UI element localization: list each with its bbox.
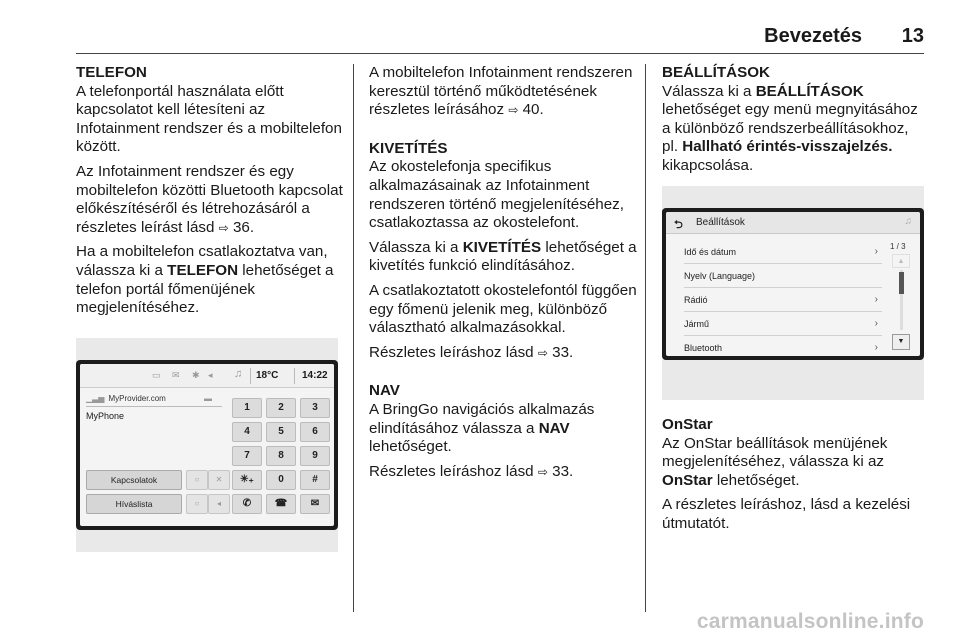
telefon-paragraph-2 [76, 163, 346, 237]
settings-item-time-date[interactable] [684, 240, 882, 264]
voicemail-icon[interactable]: ✉ [300, 494, 330, 514]
telefon-paragraph-3 [76, 243, 346, 317]
music-note-icon: ♫ [904, 216, 912, 227]
settings-title: Beállítások [696, 217, 745, 228]
settings-item-label: Rádió [684, 295, 708, 305]
keypad-key-6[interactable]: 6 [300, 422, 330, 442]
nav-paragraph-2 [369, 463, 639, 482]
status-separator [294, 368, 295, 384]
chapter-title: Bevezetés [764, 25, 862, 47]
page-indicator: 1 / 3 [890, 242, 906, 251]
contacts-button[interactable]: Kapcsolatok [86, 470, 182, 490]
keypad-key-9[interactable]: 9 [300, 446, 330, 466]
settings-item-label: Bluetooth [684, 343, 723, 353]
keypad-key-7[interactable]: 7 [232, 446, 262, 466]
nav-heading: NAV [369, 382, 400, 400]
mobile-paragraph [369, 64, 639, 120]
nav-paragraph-1-b: lehetőséget. [369, 438, 452, 456]
keypad-key-5[interactable]: 5 [266, 422, 296, 442]
call-list-button[interactable]: Híváslista [86, 494, 182, 514]
page-ref-arrow-icon: ⇨ [218, 220, 229, 235]
keypad-key-0[interactable]: 0 [266, 470, 296, 490]
watermark: carmanualsonline.info [696, 610, 924, 633]
nav-paragraph-2-ref: 33. [552, 462, 574, 480]
settings-item-label: Idő és dátum [684, 247, 737, 257]
telefon-paragraph-2-text: Az Infotainment rendszer és egy mobiltelefon közötti Bluetooth kapcsolat előkészítéséről és létrehozásáról a részletes leírást lásd [76, 162, 343, 236]
page-ref-arrow-icon: ⇨ [537, 464, 548, 479]
keypad-key-2[interactable]: 2 [266, 398, 296, 418]
haptic-feedback-keyword: Hallható érintés-visszajelzés. [682, 138, 893, 156]
column-beallitasok [662, 64, 928, 182]
kivetites-paragraph-1: Az okostelefonja specifikus alkalmazásainak az Infotainment rendszeren történő megjelenítéséhez, csatlakoztassa az okostelefont. [369, 158, 624, 232]
chevron-right-icon: › [874, 294, 878, 305]
telefon-paragraph-2-ref: 36. [232, 218, 255, 236]
onstar-heading: OnStar [662, 416, 713, 433]
hang-up-icon[interactable]: ☎ [266, 494, 296, 514]
status-separator [250, 368, 251, 384]
scroll-up-icon[interactable]: ▲ [892, 254, 910, 268]
beallitasok-keyword: BEÁLLÍTÁSOK [755, 82, 864, 100]
onstar-paragraph-2: A részletes leíráshoz, lásd a kezelési útmutatót. [662, 496, 911, 532]
telefon-heading: TELEFON [76, 64, 147, 81]
phone-screen [80, 364, 334, 526]
mic-off-icon[interactable]: ✕ [208, 470, 230, 490]
column-onstar [662, 416, 928, 540]
temperature-readout: 18°C [256, 370, 279, 381]
signal-strength-icon: ▁▃▅ [86, 394, 105, 403]
nav-paragraph-1-a: A BringGo navigációs alkalmazás elindításához válassza a [369, 400, 595, 437]
bluetooth-status-icon: ✱ [192, 370, 200, 380]
page-number: 13 [901, 25, 924, 47]
connected-phone-name: MyPhone [86, 411, 125, 421]
messages-status-icon: ✉ [172, 370, 180, 380]
status-bar [80, 364, 334, 388]
chevron-right-icon: › [874, 342, 878, 353]
keypad-key-1[interactable]: 1 [232, 398, 262, 418]
page-ref-arrow-icon: ⇨ [508, 103, 519, 118]
speaker-icon[interactable]: ◂ [208, 494, 230, 514]
provider-name: MyProvider.com [108, 394, 166, 403]
kivetites-paragraph-4-ref: 33. [552, 343, 574, 361]
kivetites-paragraph-4-text: Részletes leíráshoz lásd [369, 343, 534, 361]
keypad-key-4[interactable]: 4 [232, 422, 262, 442]
phone-status-icon: ▭ [152, 370, 161, 380]
telefon-keyword: TELEFON [167, 261, 239, 279]
phone-screen-bezel [76, 360, 338, 530]
volume-status-icon: ◂ [208, 370, 213, 380]
phone-portal-figure [76, 338, 338, 552]
kivetites-paragraph-2 [369, 239, 639, 276]
settings-item-label: Jármű [684, 319, 710, 329]
keypad-key-8[interactable]: 8 [266, 446, 296, 466]
beallitasok-heading: BEÁLLÍTÁSOK [662, 64, 770, 81]
kivetites-heading: KIVETÍTÉS [369, 139, 448, 157]
settings-screen [666, 212, 920, 356]
back-arrow-icon[interactable]: ⮌ [674, 219, 683, 231]
nav-paragraph-1 [369, 401, 639, 457]
kivetites-paragraph-3: A csatlakoztatott okostelefontól függően egy főmenü jelenik meg, különböző választható alkalmazásokkal. [369, 281, 637, 337]
page-ref-arrow-icon: ⇨ [537, 345, 548, 360]
settings-item-language[interactable] [684, 264, 882, 288]
keypad-key-star[interactable]: ✳₊ [232, 470, 262, 490]
beallitasok-paragraph-c: kikapcsolása. [662, 156, 754, 174]
battery-icon: ▬ [204, 394, 212, 403]
handsfree-icon[interactable]: ○ [186, 494, 208, 514]
column-kivetites [369, 64, 639, 487]
settings-figure [662, 186, 924, 400]
keypad-key-3[interactable]: 3 [300, 398, 330, 418]
beallitasok-paragraph-a: Válassza ki a [662, 82, 756, 100]
clock-readout: 14:22 [302, 370, 328, 381]
music-note-icon: ♫ [234, 368, 243, 380]
mute-mic-icon[interactable]: ○ [186, 470, 208, 490]
scroll-down-icon[interactable]: ▼ [892, 334, 910, 350]
column-divider-1 [353, 64, 354, 612]
beallitasok-paragraph [662, 83, 928, 176]
nav-paragraph-2-text: Részletes leíráshoz lásd [369, 462, 534, 480]
kivetites-paragraph-2-b: lehetőséget a kivetítés funkció elindításához. [369, 238, 637, 275]
settings-item-bluetooth[interactable] [684, 336, 882, 356]
mobile-paragraph-text: A mobiltelefon Infotainment rendszeren keresztül történő működtetésének részletes leírásához [369, 64, 633, 119]
mobile-paragraph-ref: 40. [522, 101, 544, 119]
chevron-right-icon: › [874, 318, 878, 329]
scrollbar-thumb[interactable] [899, 272, 904, 294]
call-icon[interactable]: ✆ [232, 494, 262, 514]
header-rule [76, 53, 924, 54]
settings-item-vehicle[interactable] [684, 312, 882, 336]
nav-keyword: NAV [538, 419, 570, 437]
settings-header [666, 212, 920, 234]
settings-item-label: Nyelv (Language) [684, 271, 756, 281]
telefon-paragraph-3-a: Ha a mobiltelefon csatlakoztatva van, válassza ki a [76, 243, 328, 279]
onstar-paragraph-1 [662, 435, 928, 491]
kivetites-paragraph-4 [369, 344, 639, 363]
beallitasok-paragraph-b: lehetőséget egy menü megnyitásához a különböző rendszerbeállításokhoz, pl. [662, 101, 918, 156]
column-divider-2 [645, 64, 646, 612]
onstar-keyword: OnStar [662, 471, 713, 489]
telefon-paragraph-3-b: lehetőséget a telefon portál főmenüjének megjelenítéséhez. [76, 261, 334, 317]
settings-screen-bezel [662, 208, 924, 360]
provider-line [86, 394, 166, 403]
chevron-right-icon: › [874, 246, 878, 257]
kivetites-keyword: KIVETÍTÉS [462, 238, 542, 256]
keypad-key-hash[interactable]: # [300, 470, 330, 490]
page-header [0, 0, 960, 56]
onstar-paragraph-1-b: lehetőséget. [712, 471, 800, 489]
kivetites-paragraph-2-a: Válassza ki a [369, 238, 463, 256]
settings-item-radio[interactable] [684, 288, 882, 312]
telefon-paragraph-1: A telefonportál használata előtt kapcsolatot kell létesíteni az Infotainment rendszer és a mobiltelefon között. [76, 82, 342, 156]
column-telefon [76, 64, 346, 324]
onstar-paragraph-1-a: Az OnStar beállítások menüjének megjelenítéséhez, válassza ki az [662, 434, 888, 471]
provider-divider [86, 406, 222, 407]
